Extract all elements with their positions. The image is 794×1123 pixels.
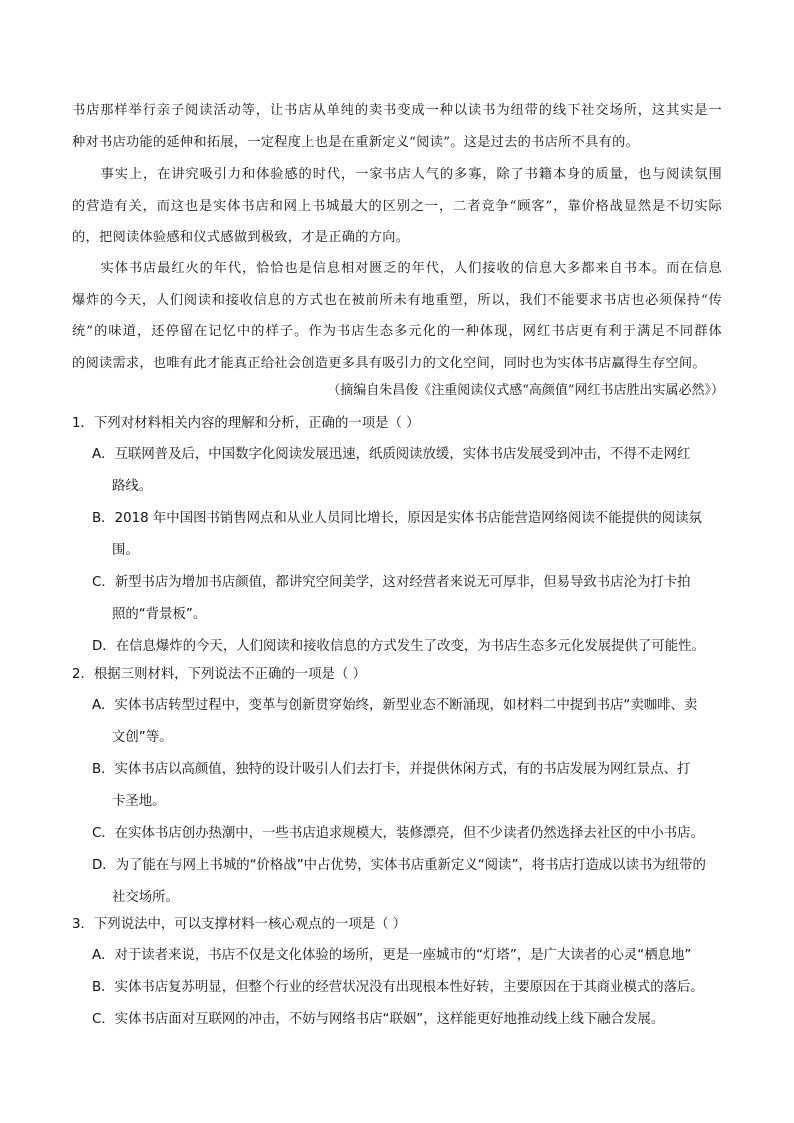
option-b: B．实体书店以高颜值，独特的设计吸引人们去打卡，并提供休闲方式，有的书店发展为网红景点、打 卡圣地。	[92, 762, 691, 809]
text-line: 的营造有关，而这也是实体书店和网上书城最大的区别之一，二者竞争“顾客”，靠价格战显然是不切实际	[72, 198, 722, 214]
option-a: A．对于读者来说，书店不仅是文化体验的场所，更是一座城市的“灯塔”，是广大读者的心灵“栖息地”	[92, 948, 692, 963]
text-line: 书店那样举行亲子阅读活动等，让书店从单纯的卖书变成一种以读书为纽带的线下社交场所，这其实是一	[72, 103, 722, 118]
text-line: 事实上，在讲究吸引力和体验感的时代，一家书店人气的多寡，除了书籍本身的质量，也与阅读氛围	[100, 167, 722, 182]
question-1	[72, 409, 732, 663]
option-a: A．实体书店转型过程中，变革与创新贯穿始终，新型业态不断涌现，如材料二中提到书店“卖咖啡、卖 文创”等。	[92, 698, 698, 745]
text-line: 种对书店功能的延伸和拓展，一定程度上也是在重新定义“阅读”。这是过去的书店所不具有的。	[72, 134, 640, 150]
text-line: 统”的味道，还停留在记忆中的样子。作为书店生态多元化的一种体现，网红书店更有利于满足不同群体	[72, 324, 722, 339]
option-b: B．实体书店复苏明显，但整个行业的经营状况没有出现根本性好转，主要原因在于其商业模式的落后。	[92, 980, 704, 995]
passage-source: （摘编自朱昌俊《注重阅读仪式感“高颜值”网红书店胜出实属必然》）	[327, 383, 724, 398]
question-stem: 2．根据三则材料，下列说法不正确的一项是（ ）	[72, 667, 366, 682]
option-c: C．实体书店面对互联网的冲击，不妨与网络书店“联姻”，这样能更好地推动线上线下融合发展。	[92, 1012, 665, 1027]
text-line: 实体书店最红火的年代，恰恰也是信息相对匮乏的年代，人们接收的信息大多都来自书本。而在信息	[100, 261, 722, 276]
question-3	[72, 910, 732, 1036]
text-line: 的阅读需求，也唯有此才能真正给社会创造更多具有吸引力的文化空间，同时也为实体书店赢得生存空间。	[72, 355, 706, 371]
option-b: B．2018 年中国图书销售网点和从业人员同比增长，原因是实体书店能营造网络阅读不能提供的阅读氛 围。	[92, 511, 702, 558]
passage-paragraph-2	[72, 159, 722, 254]
option-d: D．在信息爆炸的今天，人们阅读和接收信息的方式发生了改变，为书店生态多元化发展提供了可能性。	[92, 639, 705, 654]
passage-paragraph-3	[72, 253, 722, 379]
option-c: C．在实体书店创办热潮中，一些书店追求规模大，装修漂亮，但不少读者仍然选择去社区的中小书店。	[92, 826, 704, 841]
passage-paragraph-1	[72, 95, 722, 158]
text-line: 爆炸的今天，人们阅读和接收信息的方式也在被前所未有地重塑，所以，我们不能要求书店也必须保持“传	[72, 292, 722, 308]
option-d: D．为了能在与网上书城的“价格战”中占优势，实体书店重新定义“阅读”，将书店打造成以读书为纽带的 社交场所。	[92, 858, 706, 905]
question-stem: 1．下列对材料相关内容的理解和分析，正确的一项是（ ）	[72, 416, 420, 431]
question-2	[72, 660, 732, 914]
question-stem: 3．下列说法中，可以支撑材料一核心观点的一项是（ ）	[72, 917, 407, 932]
option-a: A．互联网普及后，中国数字化阅读发展迅速，纸质阅读放缓，实体书店发展受到冲击，不得不走网红 路线。	[92, 447, 691, 494]
text-line: 的，把阅读体验感和仪式感做到极致，才是正确的方向。	[72, 230, 410, 245]
option-c: C．新型书店为增加书店颜值，都讲究空间美学，这对经营者来说无可厚非，但易导致书店沦为打卡拍 照的“背景板”。	[92, 575, 691, 622]
